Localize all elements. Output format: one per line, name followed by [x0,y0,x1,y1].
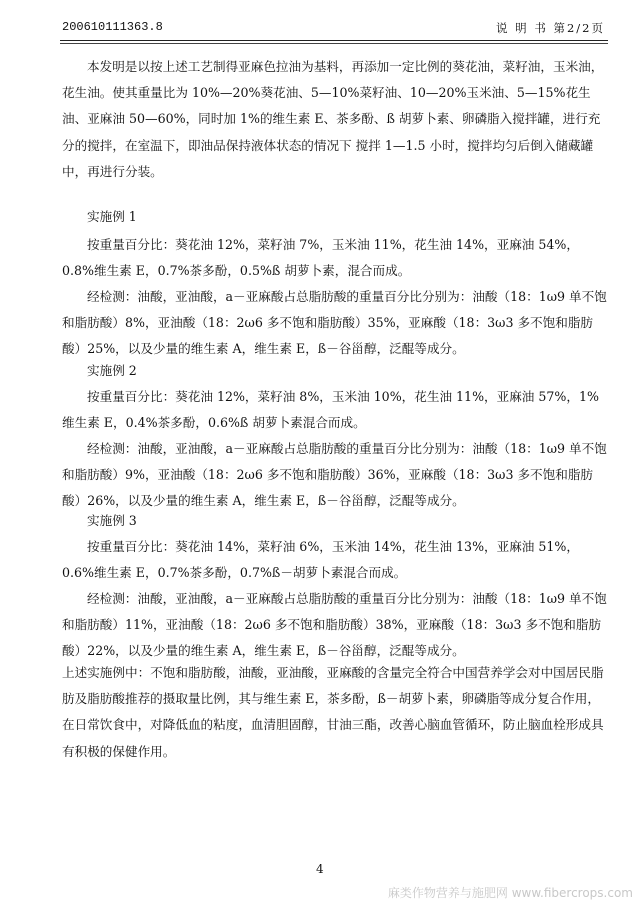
example-3-formula: 按重量百分比：葵花油 14%，菜籽油 6%，玉米油 14%，花生油 13%，亚麻油 51%，0.6%维生素 E，0.7%茶多酚，0.7%ß－胡萝卜素混合而成。 [62,539,579,581]
watermark: 麻类作物营养与施肥网 www.fibercrops.com [387,886,633,900]
conclusion-paragraph: 上述实施例中：不饱和脂肪酸，油酸，亚油酸，亚麻酸的含量完全符合中国营养学会对中国居民脂肪及脂肪酸推荐的摄取量比例，其与维生素 E，茶多酚，ß－胡萝卜素，卵磷脂等成分复合作用，在日常饮食中，对降低血的粘度，血清胆固醇，甘油三酯，改善心脑血管循环，防止脑血栓形成具有积极的保健作用。 [62,665,604,759]
example-2-title: 实施例 2 [87,363,137,378]
intro-paragraph: 本发明是以按上述工艺制得亚麻色拉油为基料，再添加一定比例的葵花油，菜籽油，玉米油，花生油。使其重量比为 10%—20%葵花油、5—10%菜籽油、10—20%玉米油、5—15%花生油、亚麻油 50—60%，同时加 1%的维生素 E、茶多酚、ß 胡萝卜素、卵磷脂入搅拌罐，进行充分的搅拌，在室温下，即油品保持液体状态的情况下 搅拌 1—1.5 小时，搅拌均匀后倒入储藏罐中，再进行分装。 [62,59,604,179]
header-rule-secondary [60,43,608,44]
page-number: 4 [316,862,324,876]
example-1-formula: 按重量百分比：葵花油 12%，菜籽油 7%，玉米油 11%，花生油 14%，亚麻油 54%，0.8%维生素 E，0.7%茶多酚，0.5%ß 胡萝卜素，混合而成。 [62,237,579,279]
example-1-test-result: 经检测：油酸，亚油酸，a－亚麻酸占总脂肪酸的重量百分比分别为：油酸（18：1ω9 单不饱和脂肪酸）8%，亚油酸（18：2ω6 多不饱和脂肪酸）35%，亚麻酸（18：3ω3 多不饱和脂肪酸）25%，以及少量的维生素 A，维生素 E，ß－谷甾醇，泛醌等成分。 [62,289,607,357]
document-type: 说 明 书 [496,21,548,35]
page-indicator: 第2/2页 [553,21,605,35]
example-3-title: 实施例 3 [87,513,137,528]
example-2-formula: 按重量百分比：葵花油 12%，菜籽油 8%，玉米油 10%，花生油 11%，亚麻油 57%，1%维生素 E，0.4%茶多酚，0.6%ß 胡萝卜素混合而成。 [62,389,599,431]
header-rule [60,40,608,41]
example-2-test-result: 经检测：油酸，亚油酸，a－亚麻酸占总脂肪酸的重量百分比分别为：油酸（18：1ω9 单不饱和脂肪酸）9%，亚油酸（18：2ω6 多不饱和脂肪酸）36%，亚麻酸（18：3ω3 多不饱和脂肪酸）26%，以及少量的维生素 A，维生素 E，ß－谷甾醇，泛醌等成分。 [62,441,607,509]
example-1-title: 实施例 1 [87,209,137,224]
example-3-test-result: 经检测：油酸，亚油酸，a－亚麻酸占总脂肪酸的重量百分比分别为：油酸（18：1ω9 单不饱和脂肪酸）11%，亚油酸（18：2ω6 多不饱和脂肪酸）38%，亚麻酸（18：3ω3 多不饱和脂肪酸）22%，以及少量的维生素 A，维生素 E，ß－谷甾醇，泛醌等成分。 [62,591,607,659]
header-page-info [496,20,605,36]
document-number: 200610111363.8 [62,20,163,34]
